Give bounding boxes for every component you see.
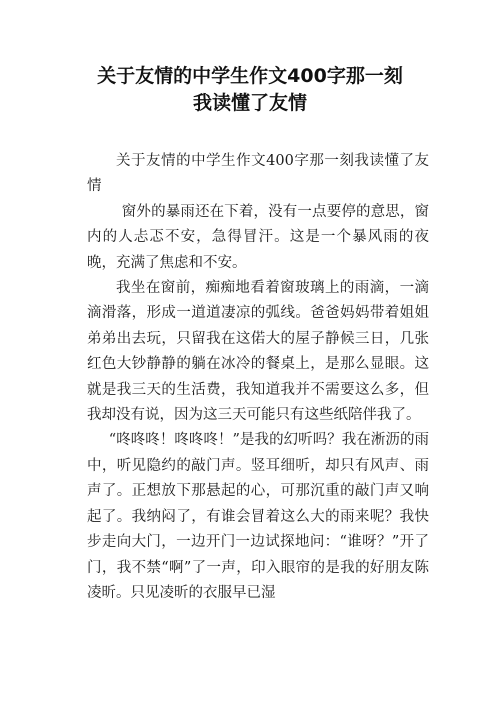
paragraph-2: 我坐在窗前，痴痴地看着窗玻璃上的雨滴，一滴滴滑落，形成一道道凄凉的弧线。爸爸妈妈带着姐姐弟弟出去玩，只留我在这偌大的屋子静候三日，几张红色大钞静静的躺在冰冷的餐桌上，是那么显眼。这就是我三天的生活费，我知道我并不需要这么多，但我却没有说，因为这三天可能只有这些纸陪伴我了。 xyxy=(87,280,429,424)
paragraph-subtitle: 关于友情的中学生作文400字那一刻我读懂了友情 xyxy=(87,153,429,195)
document-title-line-1: 关于友情的中学生作文400字那一刻 xyxy=(97,65,403,87)
document-body xyxy=(87,149,429,606)
paragraph-1: 窗外的暴雨还在下着，没有一点要停的意思，窗内的人忐忑不安，急得冒汗。这是一个暴风雨的夜晚，充满了焦虑和不安。 xyxy=(87,203,429,271)
document-title-line-2: 我读懂了友情 xyxy=(192,92,307,114)
paragraph-3: “咚咚咚！咚咚咚！”是我的幻听吗？我在淅沥的雨中，听见隐约的敲门声。竖耳细听，却只有风声、雨声了。正想放下那悬起的心，可那沉重的敲门声又响起了。我纳闷了，有谁会冒着这么大的雨来呢？我快步走向大门，一边开门一边试探地问：“谁呀？”开了门，我不禁“啊”了一声，印入眼帘的是我的好朋友陈凌昕。只见凌昕的衣服早已湿 xyxy=(87,432,429,601)
